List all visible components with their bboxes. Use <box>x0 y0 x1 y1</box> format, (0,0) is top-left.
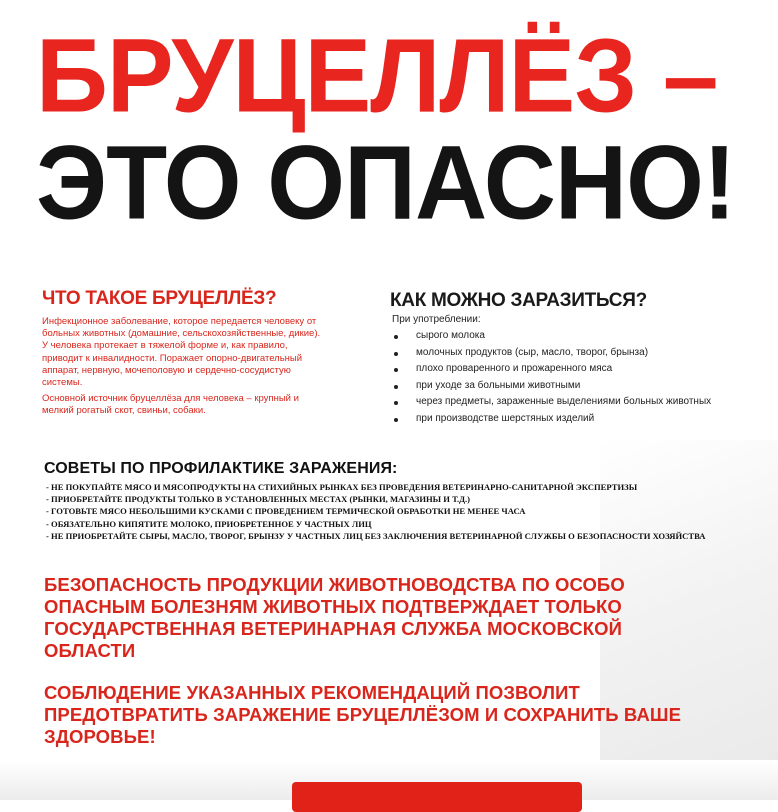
tip-item: - ОБЯЗАТЕЛЬНО КИПЯТИТЕ МОЛОКО, ПРИОБРЕТЕННОЕ У ЧАСТНЫХ ЛИЦ <box>46 518 372 529</box>
list-item: молочных продуктов (сыр, масло, творог, брынза) <box>392 345 772 362</box>
how-infect-intro: При употреблении: <box>392 314 481 325</box>
list-item: плохо проваренного и прожаренного мяса <box>392 361 772 378</box>
bullet-icon <box>394 335 398 339</box>
bullet-icon <box>394 401 398 405</box>
bullet-icon <box>394 368 398 372</box>
tip-item: - НЕ ПОКУПАЙТЕ МЯСО И МЯСОПРОДУКТЫ НА СТИХИЙНЫХ РЫНКАХ БЕЗ ПРОВЕДЕНИЯ ВЕТЕРИНАРНО-САНИТАРНОЙ ЭКСПЕРТИЗЫ <box>46 482 638 492</box>
tip-item: - ПРИОБРЕТАЙТЕ ПРОДУКТЫ ТОЛЬКО В УСТАНОВЛЕННЫХ МЕСТАХ (РЫНКИ, МАГАЗИНЫ И Т.Д.) <box>46 494 471 505</box>
what-is-paragraph: Основной источник бруцеллёза для человека – крупный и мелкий рогатый скот, свиньи, собаки. <box>42 393 299 417</box>
list-item: сырого молока <box>392 328 772 345</box>
recommendation-statement: СОБЛЮДЕНИЕ УКАЗАННЫХ РЕКОМЕНДАЦИЙ ПОЗВОЛИТ ПРЕДОТВРАТИТЬ ЗАРАЖЕНИЕ БРУЦЕЛЛЁЗОМ И СОХРАНИТЬ ВАШЕ ЗДОРОВЬЕ! <box>44 682 682 747</box>
poster-title-line1: БРУЦЕЛЛЁЗ – <box>36 16 718 135</box>
list-item: при уходе за больными животными <box>392 378 772 395</box>
safety-statement: БЕЗОПАСНОСТЬ ПРОДУКЦИИ ЖИВОТНОВОДСТВА ПО ОСОБО ОПАСНЫМ БОЛЕЗНЯМ ЖИВОТНЫХ ПОДТВЕРЖДАЕТ ТОЛЬКО ГОСУДАРСТВЕННАЯ ВЕТЕРИНАРНАЯ СЛУЖБА МОСКОВСКОЙ ОБЛАСТИ <box>44 574 625 661</box>
list-item: через предметы, зараженные выделениями больных животных <box>392 394 772 411</box>
how-infect-heading: КАК МОЖНО ЗАРАЗИТЬСЯ? <box>390 290 647 311</box>
what-is-body <box>42 316 352 422</box>
red-banner-bar <box>292 782 582 812</box>
poster-title-line2: ЭТО ОПАСНО! <box>36 124 736 242</box>
list-item: при производстве шерстяных изделий <box>392 411 772 428</box>
what-is-paragraph: Инфекционное заболевание, которое передается человеку от больных животных (домашние, сельскохозяйственные, дикие). У человека протекает в тяжелой форме и, как правило, приводит к инвалидности. Поражает опорно-двигательный аппарат, нервную, мочеполовую и сердечно-сосудистую системы. <box>42 316 321 389</box>
how-infect-list <box>392 328 772 428</box>
bullet-icon <box>394 352 398 356</box>
tips-heading: СОВЕТЫ ПО ПРОФИЛАКТИКЕ ЗАРАЖЕНИЯ: <box>44 460 398 477</box>
what-is-heading: ЧТО ТАКОЕ БРУЦЕЛЛЁЗ? <box>42 288 277 309</box>
tips-list <box>46 481 726 542</box>
bullet-icon <box>394 385 398 389</box>
bullet-icon <box>394 418 398 422</box>
tip-item: - ГОТОВЬТЕ МЯСО НЕБОЛЬШИМИ КУСКАМИ С ПРОВЕДЕНИЕМ ТЕРМИЧЕСКОЙ ОБРАБОТКИ НЕ МЕНЕЕ ЧАСА <box>46 506 526 517</box>
tip-item: - НЕ ПРИОБРЕТАЙТЕ СЫРЫ, МАСЛО, ТВОРОГ, БРЫНЗУ У ЧАСТНЫХ ЛИЦ БЕЗ ЗАКЛЮЧЕНИЯ ВЕТЕРИНАРНОЙ СЛУЖБЫ О БЕЗОПАСНОСТИ ХОЗЯЙСТВА <box>46 530 706 541</box>
